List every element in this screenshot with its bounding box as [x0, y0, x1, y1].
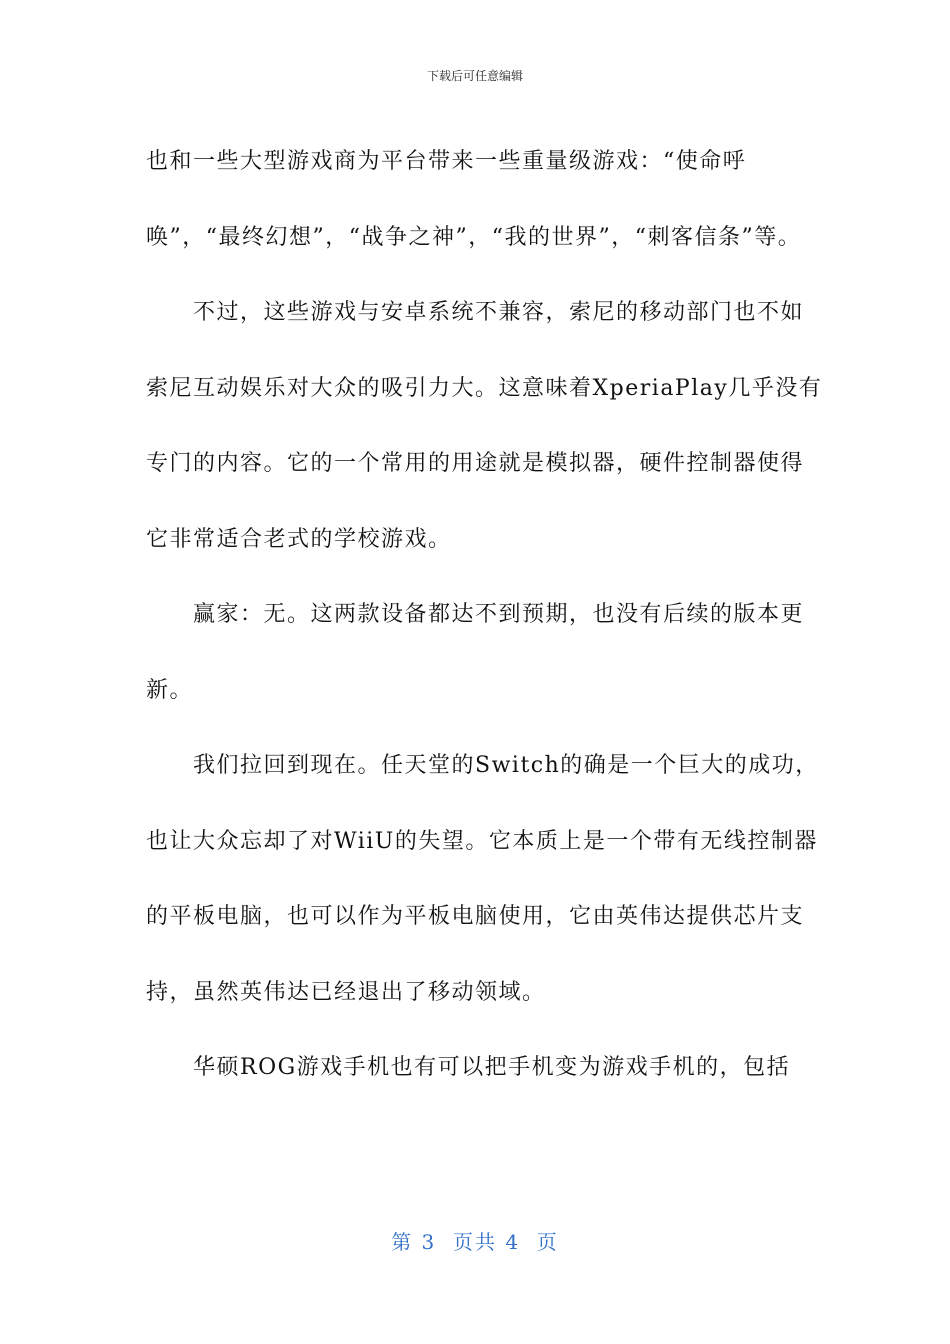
paragraph: 也和一些大型游戏商为平台带来一些重量级游戏：“使命呼唤”，“最终幻想”，“战争之神”，“我的世界”，“刺客信条”等。 — [146, 149, 802, 250]
paragraph: 赢家：无。这两款设备都达不到预期，也没有后续的版本更新。 — [146, 602, 805, 703]
document-body — [146, 124, 826, 1106]
page-number-footer: 第 3 页共 4 页 — [391, 1230, 559, 1254]
paragraph: 华硕ROG游戏手机也有可以把手机变为游戏手机的，包括 — [193, 1055, 791, 1080]
header-note: 下载后可任意编辑 — [426, 69, 523, 83]
paragraph: 我们拉回到现在。任天堂的Switch的确是一个巨大的成功，也让大众忘却了对WiiU的失望。它本质上是一个带有无线控制器的平板电脑，也可以作为平板电脑使用，它由英伟达提供芯片支持，虽然英伟达已经退出了移动领域。 — [146, 753, 819, 1005]
paragraph: 不过，这些游戏与安卓系统不兼容，索尼的移动部门也不如索尼互动娱乐对大众的吸引力大。这意味着XperiaPlay几乎没有专门的内容。它的一个常用的用途就是模拟器，硬件控制器使得它非常适合老式的学校游戏。 — [146, 300, 823, 552]
